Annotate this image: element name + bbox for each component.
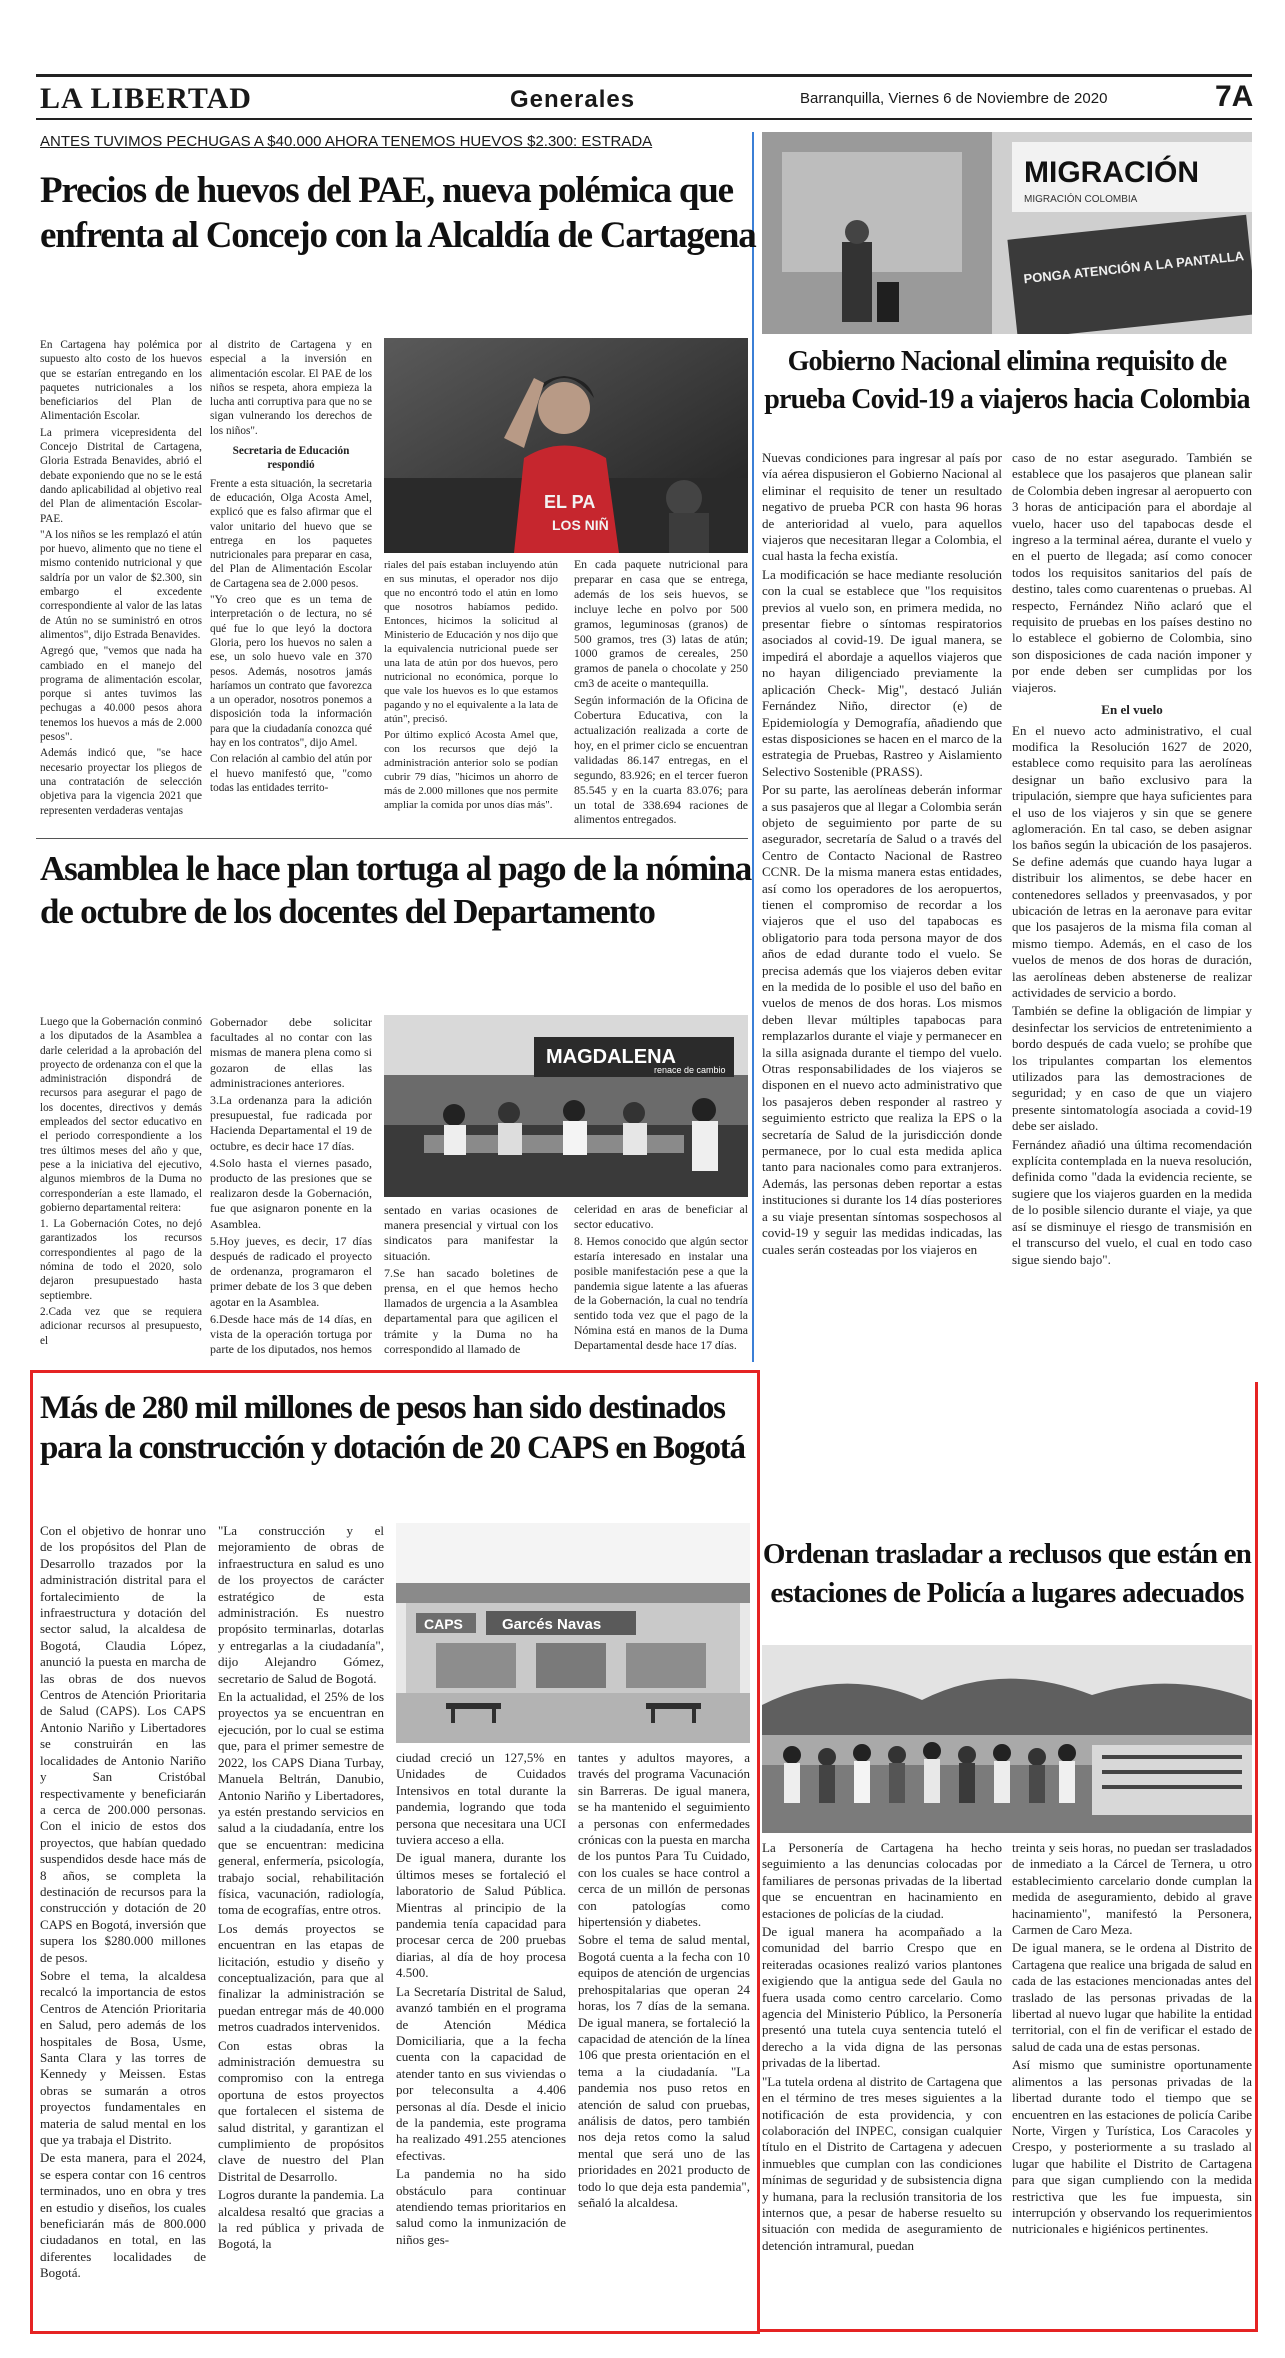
masthead-bottom-rule — [36, 118, 1252, 120]
paragraph: De igual manera, se le ordena al Distrito de Cartagena que realice una brigada de salud en cada de las estaciones mencionadas antes del traslado de las personas privadas de la libertad al nuevo lugar que habilite la entidad territorial, con el fin de verificar el estado de salud de cada una de estas personas. — [1012, 1940, 1252, 2054]
paragraph: Así mismo que suministre oportunamente alimentos a las personas privadas de la libertad durante todo el tiempo que se encuentren en las estaciones de policía Caribe Norte, Virgen y Turística, Los Caracoles y Crespo, y posteriormente a su traslado al lugar que habilite el Distrito de Cartagena para que sigan cumpliendo con la medida restrictiva que les fue impuesta, sin interrupción y observando los requerimientos nutricionales e higiénicos pertinentes. — [1012, 2057, 1252, 2237]
article3-column-1 — [40, 1523, 206, 2323]
article2-column-3 — [384, 1203, 558, 1358]
paragraph: "La tutela ordena al distrito de Cartagena que en el término de tres meses siguientes a la notificación de esta providencia, y con colaboración del INPEC, consigan cualquier título en el Distrito de Cartagena y adecuen inmuebles que cumplan con las condiciones mínimas de seguridad y de subsistencia digna y humana, para la reclusión transitoria de los internos que, a pesar de haberse resuelto su situación con medida de aseguramiento de detención intramural, puedan — [762, 2073, 1002, 2253]
article3-column-3 — [396, 1750, 566, 2323]
side1-column-1 — [762, 450, 1002, 1370]
side2-headline: Ordenan trasladar a reclusos que están en estaciones de Policía a lugares adecuados — [762, 1538, 1252, 1610]
article3-column-4 — [578, 1750, 750, 2323]
paragraph: Fernández añadió una última recomendación explícita contemplada en la nueva resolución, definida como "dada la evidencia reciente, se sugiere que los viajeros guarden en la medida de lo posible silencio durante el viaje, ya que así se disminuye el riesgo de transmisión en el transcurso del vuelo, el cual en todo caso sigue siendo bajo". — [1012, 1136, 1252, 1267]
side2-column-2 — [1012, 1840, 1252, 2326]
paragraph: Por último explicó Acosta Amel que, con los recursos que dejó la administración anterior solo se podían cubrir 79 días, "hicimos un ahorro de más de 2.000 millones que nos permite ampliar la comida por unos días más". — [384, 729, 558, 811]
newspaper-name: LA LIBERTAD — [40, 82, 252, 115]
side1-headline: Gobierno Nacional elimina requisito de prueba Covid-19 a viajeros hacia Colombia — [764, 346, 1250, 415]
paragraph: Con relación al cambio del atún por el huevo manifestó que, "como todas las entidades territo- — [210, 753, 372, 794]
section-divider — [36, 838, 748, 839]
magdalena-sign-sub: renace de cambio — [654, 1065, 726, 1075]
paragraph: 7.Se han sacado boletines de prensa, en el que hemos hecho llamados de urgencia a la Asamblea departamental para que agilicen el trámite y la Duma no ha correspondido al llamado de — [384, 1265, 558, 1356]
ponga-atencion-sign: PONGA ATENCIÓN A LA PANTALLA — [1022, 248, 1245, 287]
paragraph: Agregó que, "vemos que nada ha cambiado en el manejo del programa de alimentación escolar, porque si antes tuvimos las pechugas a 40.000 pesos ahora tenemos los huevos a más de 2.000 pesos". — [40, 645, 202, 744]
top-rule — [36, 74, 1252, 77]
column-divider — [752, 132, 754, 1362]
migration-airport-photo — [762, 132, 1252, 334]
paragraph: Sobre el tema de salud mental, Bogotá cuenta a la fecha con 10 equipos de atención de urgencias prehospitalarias que operan 24 horas, los 7 días de la semana. De igual manera, se fortaleció la capacidad de atención de la línea 106 que presta orientación en el tema a la ciudadanía. "La pandemia nos puso retos en atención de salud con pruebas, análisis de datos, pero también nos deja retos como la salud mental que será uno de las prioridades en 2021 producto de todo lo que deja esta pandemia", señaló la alcaldesa. — [578, 1932, 750, 2210]
article2-column-2 — [210, 1015, 372, 1358]
article2-headline: Asamblea le hace plan tortuga al pago de la nómina de octubre de los docentes del Departamento — [40, 849, 752, 931]
paragraph: Sobre el tema, la alcaldesa recalcó la importancia de estos Centros de Atención Prioritaria en Salud, pero además de los hospitales de Bosa, Usme, Santa Clara y las torres de Kennedy y Meissen. Estas obras se sumarán a otros proyectos fundamentales en materia de salud mental en los que ya trabaja el Distrito. — [40, 1967, 206, 2148]
caps-building-photo — [396, 1523, 750, 1743]
paragraph: tantes y adultos mayores, a través del programa Vacunación sin Barreras. De igual manera, se ha mantenido el seguimiento a personas con enfermedades crónicas con la puesta en marcha de los puntos Para Tu Cuidado, con los cuales se hace control a cerca de un millón de personas con patologías como hipertensión y diabetes. — [578, 1750, 750, 1930]
paragraph: Además indicó que, "se hace necesario proyectar los pliegos de una contratación de selección objetiva para la vigencia 2021 que representen verdaderas ventajas — [40, 747, 202, 817]
paragraph: Gobernador debe solicitar facultades al no contar con las mismas de manera plena como si gozaron de ellas las administraciones anteriores. — [210, 1015, 372, 1090]
subheading: Secretaria de Educación respondió — [232, 445, 350, 472]
paragraph: sentado en varias ocasiones de manera presencial y virtual con los sindicatos para manifestar la situación. — [384, 1203, 558, 1263]
paragraph: treinta y seis horas, no puedan ser trasladados de inmediato a la Cárcel de Ternera, u otro establecimiento carcelario donde cumplan la medida de aseguramiento, debido al grave hacinamiento", manifestó la Personera, Carmen de Caro Meza. — [1012, 1840, 1252, 1938]
paragraph: al distrito de Cartagena y en especial a la inversión en alimentación escolar. El PAE de los niños se respeta, ahora empieza la lucha anti corruptiva para que no se sigan vulnerando los derechos de los niños". — [210, 339, 372, 437]
side2-column-1 — [762, 1840, 1002, 2326]
paragraph: La Secretaría Distrital de Salud, avanzó también en el programa de Atención Médica Domiciliaria, que a la fecha cuenta con la capacidad de atender tanto en sus viviendas o por teleconsulta a 4.406 personas al día. Desde el inicio de la pandemia, este programa ha realizado 491.255 atenciones efectivas. — [396, 1983, 566, 2163]
paragraph: En Cartagena hay polémica por supuesto alto costo de los huevos que se estarían entregando en los paquetes nutricionales a los beneficiarios del Plan de Alimentación Escolar. — [40, 339, 202, 423]
article1-column-3 — [384, 558, 558, 831]
article1-kicker: ANTES TUVIMOS PECHUGAS A $40.000 AHORA TENEMOS HUEVOS $2.300: ESTRADA — [40, 133, 653, 150]
paragraph: ciudad creció un 127,5% en Unidades de Cuidados Intensivos en total durante la pandemia, logrando que toda persona que necesitara una UCI tuviera acceso a ella. — [396, 1750, 566, 1848]
migracion-sign: MIGRACIÓN — [1024, 156, 1199, 189]
paragraph: caso de no estar asegurado. También se establece que los pasajeros que planean salir de Colombia deben ingresar al aeropuerto con 3 horas de anticipación para el abordaje al vuelo, hacer uso del tapabocas desde el ingreso a la terminal aérea, durante el vuelo y en el puerto de llegada; así como conocer todos los requisitos sanitarios del país de destino, tales como cuarentenas o pruebas. Al respecto, Fernández Niño aclaró que el requisito de pruebas en los países destino no lo establece el gobierno de Colombia, sino son disposiciones de cada nación imponer y por ende deben ser cumplidas por los viajeros. — [1012, 450, 1252, 695]
paragraph: De igual manera, durante los últimos meses se fortaleció el laboratorio de Salud Pública. Mientras al principio de la pandemia tenía capacidad para procesar cerca de 200 pruebas diarias, al día de hoy procesa 4.500. — [396, 1850, 566, 1981]
paragraph: En la actualidad, el 25% de los proyectos ya se encuentran en ejecución, por lo cual se estima que, para el primer semestre de 2022, los CAPS Diana Turbay, Manuela Beltrán, Danubio, Antonio Nariño y Libertadores, ya estén prestando servicios en salud a la ciudadanía, entre los que se encuentran: medicina general, enfermería, psicología, trabajo social, rehabilitación física, vacunación, radiología, toma de ecografías, entre otros. — [218, 1689, 384, 1918]
page-number: 7A — [1215, 80, 1254, 113]
section-name: Generales — [510, 86, 636, 113]
paragraph: Nuevas condiciones para ingresar al país por vía aérea dispusieron el Gobierno Nacional al eliminar el requisito de tener un resultado negativo de prueba PCR con hasta 96 horas de anterioridad al vuelo, para aquellos viajeros que necesitaran llegar a Colombia, el cual hasta la fecha existía. — [762, 450, 1002, 564]
paragraph: Luego que la Gobernación conminó a los diputados de la Asamblea a darle celeridad a la aprobación del proyecto de ordenanza con el que la administración dispondrá de recursos para asegurar el pago de los docentes, directivos y demás empleados del sector educativo en el periodo correspondiente a los tres últimos meses del año y que, pese a la iniciativa del ejecutivo, algunos miembros de la Duma no corresponderían a este llamado, el gobierno departamental reitera: — [40, 1016, 202, 1214]
paragraph: 2.Cada vez que se requiera adicionar recursos al presupuesto, el — [40, 1305, 202, 1347]
article1-headline: Precios de huevos del PAE, nueva polémica que enfrenta al Concejo con la Alcaldía de Cartagena — [40, 170, 756, 257]
article1-column-1 — [40, 338, 202, 831]
side1-column-2 — [1012, 450, 1252, 1370]
paragraph: Con el objetivo de honrar uno de los propósitos del Plan de Desarrollo trazados por la administración distrital para el fortalecimiento de la infraestructura y dotación del sector salud, la alcaldesa de Bogotá, Claudia López, anunció la puesta en marcha de las obras de dos nuevos Centros de Atención Prioritaria de Salud (CAPS). Los CAPS Antonio Nariño y Libertadores se construirán en las localidades de Antonio Nariño y San Cristóbal respectivamente y beneficiarán a cerca de 200.000 personas. Con el inicio de estos dos proyectos, que habían quedado suspendidos desde hace más de 8 años, se completa la destinación de recursos para la construcción y dotación de 20 CAPS en Bogotá, inversión que supera los $280.000 millones de pesos. — [40, 1523, 206, 1965]
paragraph: 6.Desde hace más de 14 días, en vista de la operación tortuga por parte de los diputados, nos hemos — [210, 1311, 372, 1357]
paragraph: celeridad en aras de beneficiar al sector educativo. — [574, 1203, 748, 1231]
woman-speaking-photo — [384, 338, 748, 553]
paragraph: Con estas obras la administración demuestra su compromiso con la entrega oportuna de estos proyectos que fortalecen el sistema de salud distrital, y garantizan el cumplimiento de propósitos clave de nuestro del Plan Distrital de Desarrollo. — [218, 2037, 384, 2184]
paragraph: Según información de la Oficina de Cobertura Educativa, con la actualización realizada a corte de hoy, en el primer ciclo se encuentran validadas 86.147 entregas, en el segundo, 83.926; en el tercer fueron 85.545 y en la cuarta 83.076; para un total de 338.694 raciones de alimentos entregados. — [574, 694, 748, 827]
svg-text:LOS NIÑ: LOS NIÑ — [552, 517, 609, 533]
police-station-crowd-photo — [762, 1645, 1252, 1833]
article1-column-2 — [210, 338, 372, 831]
paragraph: "Yo creo que es un tema de interpretación o de lectura, no sé qué fue lo que leyó la doctora Gloria, pero los huevos no salen a ese, un solo huevo vale en 370 pesos. Además, nosotros jamás haríamos un contrato que favorezca a un operador, nosotros ponemos a disposición toda la información para que la ciudadanía conozca qué hay en los contratos", dijo Amel. — [210, 594, 372, 750]
paragraph: 5.Hoy jueves, es decir, 17 días después de radicado el proyecto de ordenanza, programaron el primer debate de los 3 que deben agotar en la Asamblea. — [210, 1233, 372, 1309]
paragraph: En el nuevo acto administrativo, el cual modifica la Resolución 1627 de 2020, establece como requisito para las aerolíneas designar un baño exclusivo para la tripulación, siempre que haya suficientes para el uso de los viajeros y sin que se genere aglomeración. En tal caso, se deben asignar los baños según la ubicación de los pasajeros. Se define además que cuando haya lugar a distribuir los alimentos, se debe hacer en contenedores sellados y preenvasados, y por ubicación de letras en la aeronave para evitar que los pasajeros de la misma fila coman al mismo tiempo. Además, en el caso de los vuelos de menos de dos horas de duración, las aerolíneas deben abstenerse de realizar actividades de servicio a bordo. — [1012, 722, 1252, 1000]
article3-column-2 — [218, 1523, 384, 2323]
paragraph: 3.La ordenanza para la adición presupuestal, fue radicada por Hacienda Departamental el 19 de octubre, es decir hace 17 días. — [210, 1093, 372, 1153]
svg-text:EL PA: EL PA — [544, 492, 596, 512]
paragraph: En cada paquete nutricional para preparar en casa que se entrega, además de los seis huevos, se incluye leche en polvo por 500 gramos, leguminosas (granos) de 500 gramos, tres (3) latas de atún; 1000 gramos de cereales, 250 gramos de panela o chocolate y 250 cm3 de aceite o mantequilla. — [574, 558, 748, 691]
paragraph: riales del país estaban incluyendo atún en sus minutas, el operador nos dijo que no encontró todo el atún en lomo que nosotros habíamos pedido. Entonces, hicimos la solicitud al Ministerio de Educación y nos dijo que la equivalencia nutricional puede ser una lata de atún por dos huevos, pero nutricional no económica, porque lo que vale los huevos es lo que estamos pagando y no el equivalente a la lata de atún", precisó. — [384, 559, 558, 725]
paragraph: Logros durante la pandemia. La alcaldesa resaltó que gracias a la red pública y privada de Bogotá, la — [218, 2187, 384, 2252]
paragraph: La pandemia no ha sido obstáculo para continuar atendiendo temas prioritarios en salud como la inmunización de niños ges- — [396, 2166, 566, 2247]
article1-column-4 — [574, 558, 748, 831]
subheading: En el vuelo — [1101, 702, 1163, 718]
paragraph: 1. La Gobernación Cotes, no dejó garantizados los recursos correspondientes al pago de la nómina de todo el 2020, solo dejaron presupuestado hasta septiembre. — [40, 1218, 202, 1302]
paragraph: De esta manera, para el 2024, se espera contar con 16 centros terminados, uno en obra y tres en estudio y diseños, los cuales beneficiarán más de 800.000 ciudadanos en total, en las diferentes localidades de Bogotá. — [40, 2150, 206, 2281]
assembly-meeting-photo — [384, 1015, 748, 1197]
paragraph: "La construcción y el mejoramiento de obras de infraestructura en salud es uno de los proyectos de carácter estratégico de esta administración. Es nuestro propósito terminarlas, dotarlas y entregarlas a la ciudadanía", dijo Alejandro Gómez, secretario de Salud de Bogotá. — [218, 1523, 384, 1686]
paragraph: Frente a esta situación, la secretaria de educación, Olga Acosta Amel, explicó que es falso afirmar que el valor unitario del huevo que se entrega en los paquetes nutricionales para preparar en casa, del Plan de Alimentación Escolar de Cartagena sea de 2.000 pesos. — [210, 477, 372, 590]
paragraph: De igual manera ha acompañado a la comunidad del barrio Crespo que en reiteradas ocasiones realizó varios plantones exigiendo que la antigua sede del Gaula no fuera usada como centro carcelario. Como agencia del Ministerio Público, la Personería presentó una tutela cuya sentencia tuteló el derecho a la vida digna de las personas privadas de la libertad. — [762, 1924, 1002, 2071]
article2-column-1 — [40, 1015, 202, 1358]
paragraph: La primera vicepresidenta del Concejo Distrital de Cartagena, Gloria Estrada Benavides, abrió el debate exponiendo que no se le está dando aplicabilidad al objetivo real del Plan de alimentación Escolar- PAE. — [40, 426, 202, 525]
magdalena-sign: MAGDALENA — [546, 1046, 676, 1068]
paragraph: "A los niños se les remplazó el atún por huevo, alimento que no tiene el mismo contenido nutricional y que saldría por un valor de $2.300, sin embargo el excedente correspondiente al valor de las latas de Atún no se suministró en otros alimentos", dijo Estrada Benavides. — [40, 528, 202, 641]
article3-headline: Más de 280 mil millones de pesos han sido destinados para la construcción y dotación de 20 CAPS en Bogotá — [40, 1390, 745, 1467]
paragraph: La Personería de Cartagena ha hecho seguimiento a las denuncias colocadas por familiares de personas privadas de la libertad que se encuentran en hacinamiento en estaciones de policías de la ciudad. — [762, 1840, 1002, 1921]
paragraph: También se define la obligación de limpiar y desinfectar los servicios de entretenimiento a bordo después de cada vuelo; se prohíbe que los tripulantes compartan los elementos utilizados para las demostraciones de seguridad; y en caso de que un viajero presente sintomatología asociada a covid-19 debe ser aislado. — [1012, 1003, 1252, 1134]
paragraph: La modificación se hace mediante resolución con la cual se establece que "los requisitos previos al vuelo son, en primera medida, no presentar fiebre o síntomas respiratorios asociados al covid-19. De igual manera, se impedirá el abordaje a aquellos viajeros que no hayan diligenciado previamente la aplicación Check- Mig", destacó Julián Fernández Niño, director (e) de Epidemiología y Demografía, añadiendo que estas disposiciones se hacen en el marco de la estrategia de Pruebas, Rastreo y Aislamiento Selectivo Sostenible (PRASS). — [762, 566, 1002, 779]
paragraph: 4.Solo hasta el viernes pasado, producto de las presiones que se realizaron desde la Gobernación, fue que asignaron ponente en la Asamblea. — [210, 1155, 372, 1231]
caps-sign-name: Garcés Navas — [502, 1616, 602, 1633]
caps-sign: CAPS — [424, 1616, 463, 1632]
issue-date: Barranquilla, Viernes 6 de Noviembre de 2020 — [800, 90, 1108, 107]
paragraph: 8. Hemos conocido que algún sector estaría interesado en instalar una posible manifestación pese a que la pandemia sigue latente a las afueras de la Gobernación, la cual no tendría sentido toda vez que el pago de la Nómina está en manos de la Duma Departamental desde hace 17 días. — [574, 1234, 748, 1353]
article2-column-4 — [574, 1203, 748, 1358]
paragraph: Los demás proyectos se encuentran en las etapas de licitación, estudio y diseño y conceptualización, para que al finalizar la administración se puedan entregar más de 40.000 metros cuadrados intervenidos. — [218, 1920, 384, 2035]
migracion-sign-sub: MIGRACIÓN COLOMBIA — [1024, 194, 1138, 205]
paragraph: Por su parte, las aerolíneas deberán informar a sus pasajeros que al llegar a Colombia serán objeto de seguimiento por parte de su asegurador, secretaría de Salud o a través del Centro de Contacto Nacional de Rastreo CCNR. De la misma manera estas entidades, así como los operadores de los aeropuertos, tienen el compromiso de recordar a los viajeros que el uso del tapabocas es obligatorio para toda persona mayor de dos años de edad durante todo el vuelo. Se precisa además que los viajeros deben evitar en la medida de lo posible el uso del baño en vuelos de menos de dos horas. Los mismos deben llevar múltiples tapabocas para remplazarlos durante el viaje y permanecer en la silla asignada durante el tiempo del vuelo. Otras responsabilidades de los viajeros se disponen en el nuevo acto administrativo que los pasajeros deben responder al rastreo y seguimiento estricto que realiza la EPS o la secretaría de Salud de la jurisdicción donde permanece, por lo cual esta medida aplica tanto para nacionales como para extranjeros. Además, las personas deben reportar a estas instituciones si durante los 14 días posteriores a su viaje presentan síntomas sospechosos al covid-19 y seguir las medidas indicadas, las cuales serán costeadas por los viajeros en — [762, 782, 1002, 1257]
